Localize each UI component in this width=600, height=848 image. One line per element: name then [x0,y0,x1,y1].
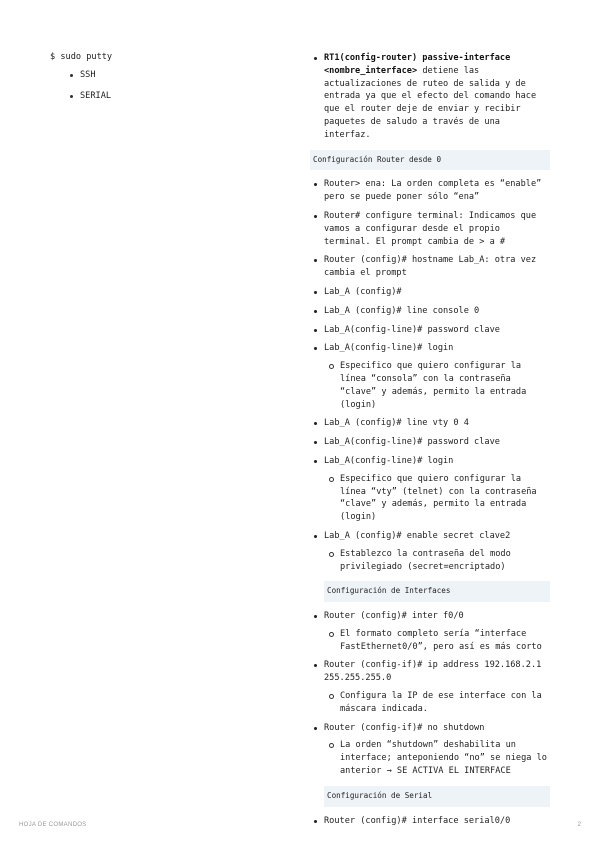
sub-item: Especifico que quiero configurar la línea “consola” con la contraseña “clave” y además, permito la entrada (login) [324,360,550,411]
sub-list [324,690,550,716]
passive-interface-command: RT1(config-router) passive-interface <nombre_interface> [324,53,511,76]
list-item-enable-secret [310,530,550,573]
sub-item: El formato completo sería “interface FastEthernet0/0”, pero así es más corto [324,628,550,654]
router-config-list [310,178,550,573]
sub-list [324,739,550,777]
list-item-text: Lab_A(config-line)# login [324,455,454,466]
list-item: Lab_A(config-line)# password clave [310,324,550,337]
list-item: Lab_A (config)# line console 0 [310,305,550,318]
sub-list [324,473,550,524]
section-heading-router: Configuración Router desde 0 [310,150,550,171]
sub-list [324,360,550,411]
list-item: Router (config)# interface serial0/0 [310,815,550,828]
list-item: Router (config)# hostname Lab_A: otra vez cambia el prompt [310,254,550,280]
right-column [310,52,550,833]
list-item-ssh: SSH [50,69,290,81]
list-item-no-shutdown [310,722,550,778]
list-item-text: Router (config-if)# no shutdown [324,722,485,733]
sub-list [324,548,550,574]
section-heading-serial: Configuración de Serial [324,786,550,807]
passive-interface-desc: detiene las actualizaciones de ruteo de salida y de entrada ya que el efecto del comando hace que el router deje de enviar y recibir paquetes de saludo a través de una interfaz. [324,65,537,140]
sub-item: Especifico que quiero configurar la línea “vty” (telnet) con la contraseña “clave” y además, permito la entrada (login) [324,473,550,524]
list-item-serial: SERIAL [50,90,290,102]
sub-item: Establezco la contraseña del modo privilegiado (secret=encriptado) [324,548,550,574]
list-item: Lab_A (config)# line vty 0 4 [310,417,550,430]
list-item: Router> ena: La orden completa es “enable” pero se puede poner sólo “ena” [310,178,550,204]
putty-command: $ sudo putty [50,52,113,62]
interfaces-list [310,610,550,778]
list-item-vty-login [310,455,550,524]
list-item-inter [310,610,550,653]
list-item-text: Lab_A(config-line)# login [324,343,454,354]
connection-list [50,69,290,102]
list-item-text: Router (config-if)# ip address 192.168.2.1 255.255.255.0 [324,660,542,684]
list-item: Router# configure terminal: Indicamos que vamos a configurar desde el propio terminal. El prompt cambia de > a # [310,210,550,248]
serial-list [310,815,550,828]
passive-interface-item [310,52,550,142]
sub-item: Configura la IP de ese interface con la máscara indicada. [324,690,550,716]
list-item: Lab_A (config)# [310,286,550,299]
sub-item: La orden “shutdown” deshabilita un interface; anteponiendo “no” se niega lo anterior → SE ACTIVA EL INTERFACE [324,739,550,777]
list-item-text: Router (config)# inter f0/0 [324,611,464,622]
sub-list [324,628,550,654]
page-number: 2 [577,822,581,828]
list-item-ip-address [310,659,550,715]
left-column [50,52,290,111]
footer-title: HOJA DE COMANDOS [19,822,87,828]
list-item: Lab_A(config-line)# password clave [310,436,550,449]
list-item-text: Lab_A (config)# enable secret clave2 [324,530,511,541]
intro-list [310,52,550,142]
list-item-console-login [310,342,550,411]
section-heading-interfaces: Configuración de Interfaces [324,581,550,602]
